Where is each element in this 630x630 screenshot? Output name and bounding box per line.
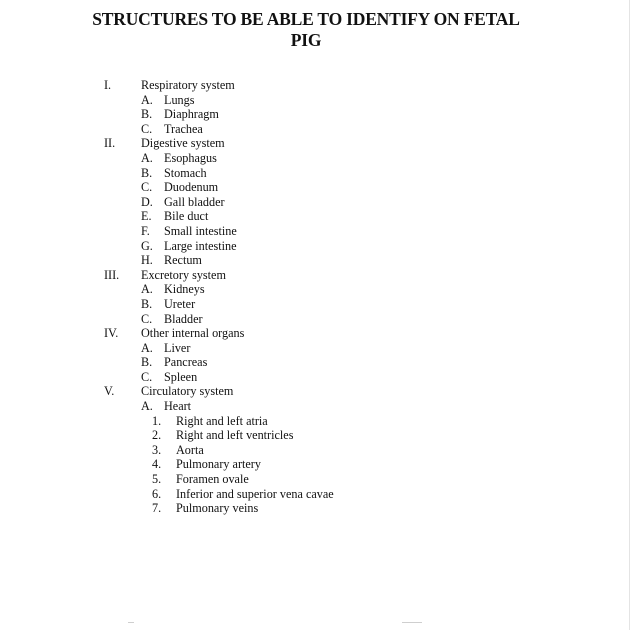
item-marker: D. [141,194,153,209]
item-marker: B. [141,107,153,122]
subitem-text: Right and left ventricles [176,428,294,443]
sub-list-item [0,457,630,472]
page-title-line-1: STRUCTURES TO BE ABLE TO IDENTIFY ON FETAL [92,9,520,29]
item-marker: F. [141,223,150,238]
item-marker: G. [141,238,153,253]
item-text: Liver [164,340,191,355]
item-text: Spleen [164,369,198,384]
subitem-marker: 3. [152,442,162,457]
sub-list-item [0,472,630,487]
item-marker: C. [141,311,153,326]
item-marker: C. [141,369,153,384]
section-title: Other internal organs [141,326,245,341]
section-title: Circulatory system [141,384,234,399]
list-item [0,239,630,254]
section-numeral: III. [104,267,120,282]
section-numeral: I. [104,78,112,92]
item-text: Heart [164,399,192,414]
list-item [0,297,630,312]
list-item [0,312,630,327]
section-heading-respiratory [0,78,630,93]
item-marker: B. [141,165,153,180]
section-title: Digestive system [141,136,225,151]
subitem-text: Inferior and superior vena cavae [176,486,334,501]
list-item [0,224,630,239]
section-title: Excretory system [141,267,226,282]
list-item [0,180,630,195]
page-title [0,9,612,51]
list-item [0,209,630,224]
item-text: Stomach [164,165,207,180]
sub-list-item [0,487,630,502]
item-marker: B. [141,355,153,370]
item-text: Trachea [164,121,203,136]
item-text: Rectum [164,253,202,268]
item-text: Lungs [164,92,195,107]
subitem-text: Pulmonary artery [176,457,261,472]
list-item [0,93,630,108]
section-heading-other-organs [0,326,630,341]
item-text: Bladder [164,311,203,326]
subitem-marker: 7. [152,501,162,516]
list-item [0,122,630,137]
item-text: Pancreas [164,355,208,370]
section-numeral: IV. [104,326,119,341]
item-text: Ureter [164,296,196,311]
item-marker: H. [141,253,153,268]
page-title-line-2: PIG [290,30,322,50]
scan-artifact-mark [402,622,422,623]
structures-outline [0,78,630,516]
section-heading-excretory [0,268,630,283]
list-item [0,151,630,166]
item-text: Large intestine [164,238,237,253]
subitem-text: Pulmonary veins [176,501,259,516]
list-item [0,107,630,122]
list-item [0,399,630,414]
item-marker: A. [141,282,153,297]
item-text: Gall bladder [164,194,225,209]
item-text: Duodenum [164,180,219,195]
subitem-marker: 5. [152,472,162,487]
item-marker: A. [141,399,153,414]
item-marker: A. [141,340,153,355]
section-heading-digestive [0,136,630,151]
list-item [0,355,630,370]
item-marker: E. [141,209,152,224]
subitem-marker: 2. [152,428,162,443]
list-item [0,166,630,181]
item-text: Small intestine [164,223,237,238]
sub-list-item [0,501,630,516]
subitem-text: Foramen ovale [176,472,249,487]
list-item [0,253,630,268]
subitem-text: Right and left atria [176,413,268,428]
scan-artifact-mark [128,622,134,623]
list-item [0,195,630,210]
item-text: Diaphragm [164,107,219,122]
item-marker: B. [141,296,153,311]
sub-list-item [0,414,630,429]
item-text: Esophagus [164,150,217,165]
sub-list-item [0,428,630,443]
item-marker: C. [141,180,153,195]
list-item [0,282,630,297]
subitem-marker: 4. [152,457,162,472]
item-marker: A. [141,150,153,165]
list-item [0,341,630,356]
section-title: Respiratory system [141,78,235,92]
list-item [0,370,630,385]
section-heading-circulatory [0,384,630,399]
subitem-marker: 1. [152,413,162,428]
item-marker: A. [141,92,153,107]
item-marker: C. [141,121,153,136]
section-numeral: II. [104,136,116,151]
sub-list-item [0,443,630,458]
section-numeral: V. [104,384,115,399]
item-text: Bile duct [164,209,209,224]
subitem-marker: 6. [152,486,162,501]
item-text: Kidneys [164,282,205,297]
subitem-text: Aorta [176,442,204,457]
